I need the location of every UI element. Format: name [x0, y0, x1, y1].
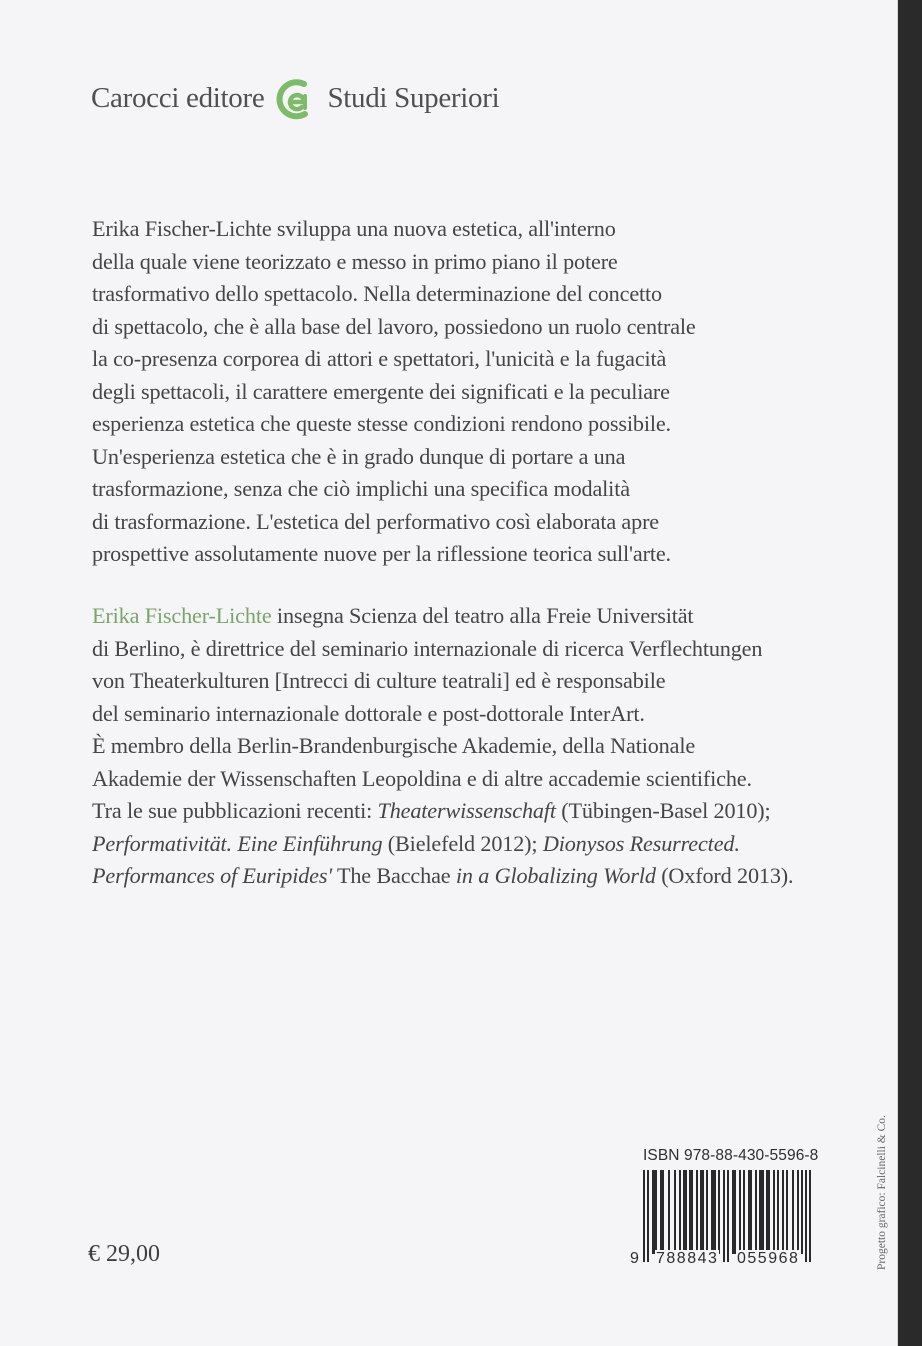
publisher-header [91, 76, 499, 120]
description-line: trasformativo dello spettacolo. Nella determinazione del concetto [92, 281, 662, 306]
description-line: di trasformazione. L'estetica del performativo così elaborata apre [92, 508, 660, 534]
isbn-label: ISBN 978-88-430-5596-8 [643, 1147, 819, 1164]
price: € 29,00 [88, 1241, 160, 1267]
barcode-digits-right: 055968 [737, 1250, 800, 1267]
publisher-name: Carocci editore [91, 81, 265, 114]
bio-text: insegna Scienza del teatro alla Freie Universität [271, 603, 694, 628]
bio-text: The Bacchae [331, 863, 456, 888]
bio-line: È membro della Berlin-Brandenburgische Akademie, della Nationale [92, 733, 696, 758]
description-line: la co-presenza corporea di attori e spettatori, l'unicità e la fugacità [92, 346, 667, 371]
publication-title: Performativität. Eine Einführung [92, 830, 383, 856]
publication-title: Theaterwissenschaft [377, 798, 556, 823]
description-line: degli spettacoli, il carattere emergente dei significati e la peculiare [92, 378, 670, 404]
description-line: della quale viene teorizzato e messo in primo piano il potere [92, 248, 618, 274]
description-line: Erika Fischer-Lichte sviluppa una nuova estetica, all'interno [92, 216, 616, 241]
bio-text: Tra le sue pubblicazioni recenti: [92, 798, 378, 823]
publication-title: in a Globalizing World [455, 863, 656, 888]
description-line: prospettive assolutamente nuove per la riflessione teorica sull'arte. [92, 541, 671, 566]
bio-line: von Theaterkulturen [Intrecci di culture teatrali] ed è responsabile [92, 668, 666, 693]
description-line: Un'esperienza estetica che è in grado dunque di portare a una [92, 443, 626, 469]
description-line: di spettacolo, che è alla base del lavoro, possiedono un ruolo centrale [92, 313, 696, 339]
bio-line [92, 600, 882, 633]
bio-line: di Berlino, è direttrice del seminario internazionale di ricerca Verflechtungen [92, 635, 763, 661]
design-credit: Progetto grafico: Falcinelli & Co. [876, 1115, 888, 1270]
author-name: Erika Fischer-Lichte [92, 603, 272, 628]
book-description [92, 213, 882, 571]
barcode-digits-left: 788843 [656, 1250, 719, 1267]
at-sign-e-logo-icon [274, 76, 318, 120]
bio-line [92, 795, 882, 828]
bio-line: Akademie der Wissenschaften Leopoldina e di altre accademie scientifiche. [92, 765, 752, 791]
author-bio [92, 600, 882, 893]
bio-line [92, 860, 882, 893]
bio-text: (Bielefeld 2012); [382, 830, 543, 856]
bio-line: del seminario internazionale dottorale e post-dottorale InterArt. [92, 700, 645, 726]
barcode-digit-first: 9 [630, 1250, 641, 1267]
publication-title: Dionysos Resurrected. [542, 830, 740, 856]
description-line: esperienza estetica che queste stesse condizioni rendono possibile. [92, 411, 671, 436]
bio-text: (Oxford 2013). [655, 863, 794, 888]
publication-title: Performances of Euripides' [92, 863, 332, 888]
description-line: trasformazione, senza che ciò implichi una specifica modalità [92, 476, 630, 501]
bio-text: (Tübingen-Basel 2010); [555, 798, 771, 823]
bio-line [92, 828, 882, 861]
book-spine-edge [897, 0, 922, 1346]
series-name: Studi Superiori [327, 81, 500, 114]
